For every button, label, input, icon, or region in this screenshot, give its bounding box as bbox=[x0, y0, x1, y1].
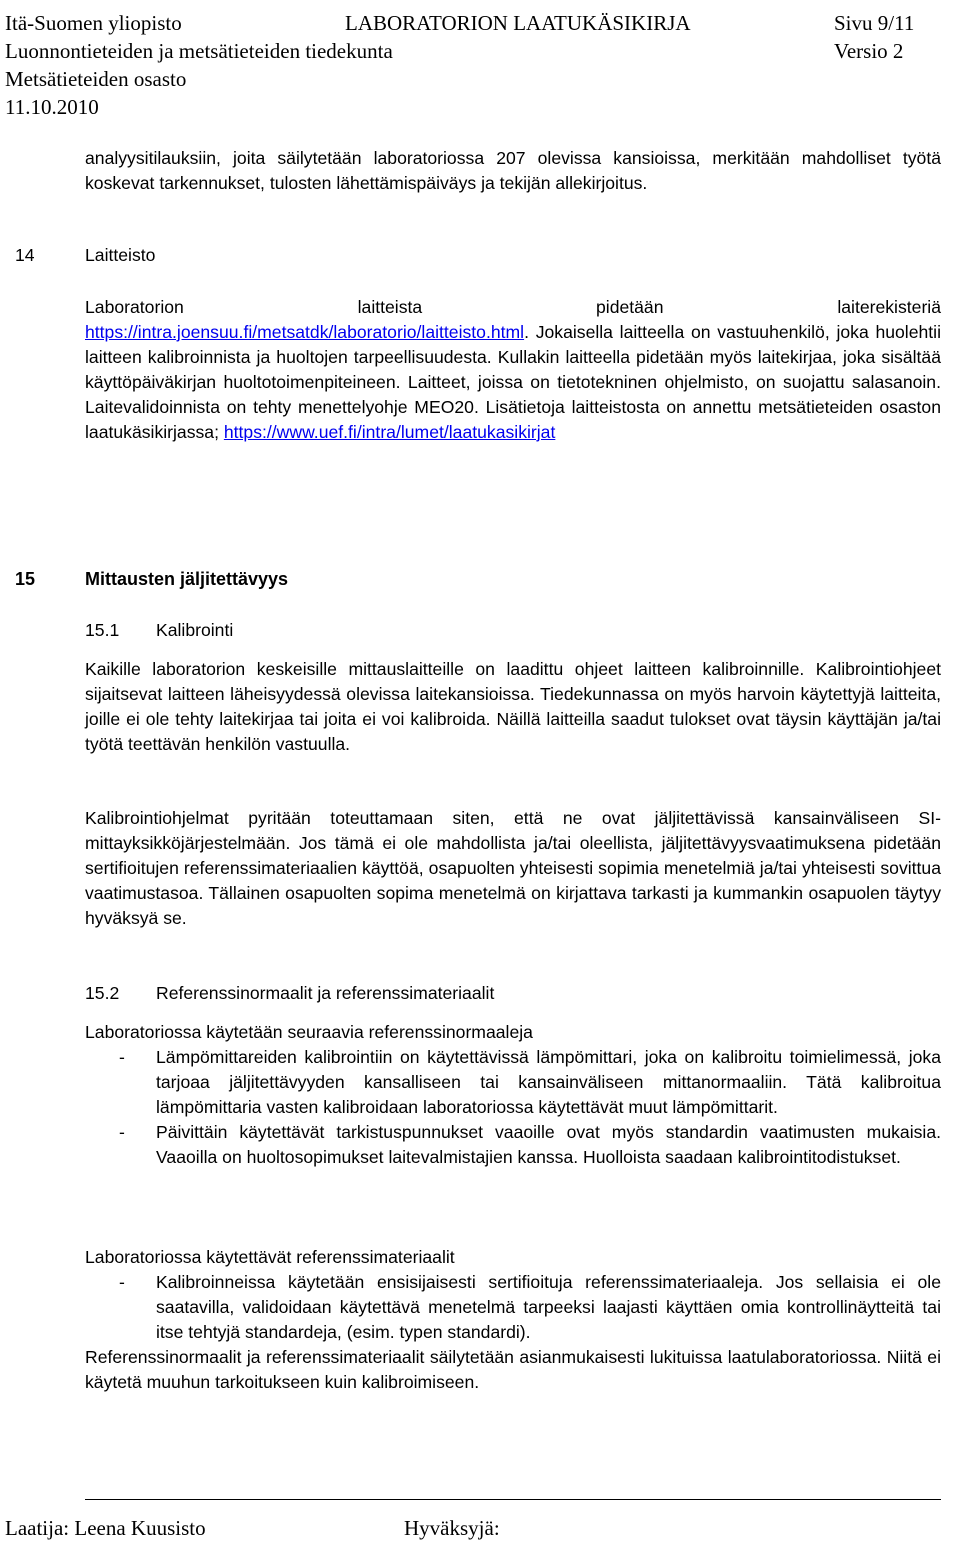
list-item bbox=[85, 1270, 941, 1345]
header-department: Metsätieteiden osasto bbox=[5, 67, 187, 91]
calibration-paragraph-1: Kaikille laboratorion keskeisille mittauslaitteille on laadittu ohjeet laitteen kalibroinnille. Kalibrointiohjeet sijaitsevat laitteen läheisyydessä olevissa laitekansioissa. Tiedekunnassa on myös harvoin käytettyjä laitteita, joille ei ole tehty laitekirjaa tai joita ei voi kalibroida. Näillä laitteilla saadut tulokset ovat täysin käyttäjän ja/tai työtä teettävän henkilön vastuulla. bbox=[85, 659, 941, 754]
section-14-title: Laitteisto bbox=[85, 245, 156, 265]
list-item-text: Päivittäin käytettävät tarkistuspunnukset vaaoille ovat myös standardin vaatimusten mukaisia. Vaaoilla on huoltosopimukset laitevalmistajien kanssa. Huolloista saadaan kalibrointitodistukset. bbox=[156, 1122, 941, 1167]
document-title: LABORATORION LAATUKÄSIKIRJA bbox=[345, 11, 691, 35]
reference-standards-intro: Laboratoriossa käytetään seuraavia referenssinormaaleja bbox=[85, 1022, 533, 1042]
list-item bbox=[85, 1120, 941, 1170]
word-2: laitteista bbox=[357, 297, 423, 317]
header-date: 11.10.2010 bbox=[5, 95, 99, 119]
list-item bbox=[85, 1045, 941, 1120]
word-3: pidetään bbox=[596, 297, 664, 317]
section-15-2-number: 15.2 bbox=[85, 983, 120, 1003]
list-item-text: Lämpömittareiden kalibrointiin on käytettävissä lämpömittari, joka on kalibroitu toimielimessä, joka tarjoaa jäljitettävyyden kansalliseen tai kansainväliseen mittanormaaliin. Tätä kalibroitua lämpömittaria vasten kalibroidaan laboratoriossa käytettävät muut lämpömittarit. bbox=[156, 1047, 941, 1117]
section-14-first-line bbox=[85, 295, 941, 320]
section-15-1-title: Kalibrointi bbox=[156, 620, 234, 640]
page-number: Sivu 9/11 bbox=[834, 11, 915, 35]
list-item-text: Kalibroinneissa käytetään ensisijaisesti sertifioituja referenssimateriaaleja. Jos sellaisia ei ole saatavilla, validoidaan käytettävä menetelmä tarpeeksi laajasti käyttäen omia kontrollinäytteitä tai itse tehtyjä standardeja, (esim. typen standardi). bbox=[156, 1272, 941, 1342]
footer-author: Laatija: Leena Kuusisto bbox=[5, 1516, 206, 1540]
section-14-text: . Jokaisella laitteella on vastuuhenkilö, joka huolehtii laitteen kalibroinnista ja huoltojen tarpeellisuudesta. Kullakin laitteella pidetään myös laitekirjaa, joka sisältää käyttöpäiväkirjan huoltotoimenpiteineen. Laitteet, joissa on tietotekninen ohjelmisto, on suojattu salasanoin. Laitevalidoinnista on tehty menettelyohje MEO20. Lisätietoja laitteistosta on annettu metsätieteiden osaston laatukäsikirjassa; bbox=[85, 322, 941, 442]
dash-bullet: - bbox=[119, 1272, 125, 1292]
calibration-paragraph-2: Kalibrointiohjelmat pyritään toteuttamaan siten, että ne ovat jäljitettävissä kansainväliseen SI-mittayksikköjärjestelmään. Jos tämä ei ole mahdollista ja/tai oleellista, jäljitettävyysvaatimuksena pidetään sertifioitujen referenssimateriaalien käyttöä, osapuolten yhteisesti sopimia menetelmiä ja/tai yhteisesti sovittua vaatimustasoa. Tällainen osapuolten sopima menetelmä on kirjattava tarkasti ja kummankin osapuolen täytyy hyväksyä se. bbox=[85, 808, 941, 928]
footer-divider bbox=[85, 1499, 941, 1500]
quality-manual-link[interactable]: https://www.uef.fi/intra/lumet/laatukasikirjat bbox=[223, 422, 556, 442]
header-version: Versio 2 bbox=[834, 39, 904, 63]
word-1: Laboratorion bbox=[85, 297, 184, 317]
reference-materials-intro: Laboratoriossa käytettävät referenssimateriaalit bbox=[85, 1247, 455, 1267]
reference-standards-block bbox=[85, 1020, 941, 1170]
header-university: Itä-Suomen yliopisto bbox=[5, 11, 182, 35]
dash-bullet: - bbox=[119, 1047, 125, 1067]
section-14-number: 14 bbox=[15, 245, 35, 265]
footer-approver: Hyväksyjä: bbox=[404, 1516, 500, 1540]
dash-bullet: - bbox=[119, 1122, 125, 1142]
equipment-registry-link[interactable]: https://intra.joensuu.fi/metsatdk/laboratorio/laitteisto.html bbox=[85, 322, 525, 342]
section-15-2-title: Referenssinormaalit ja referenssimateriaalit bbox=[156, 983, 495, 1003]
reference-materials-list bbox=[85, 1270, 941, 1345]
section-15-number: 15 bbox=[15, 569, 36, 589]
reference-standards-list bbox=[85, 1045, 941, 1170]
word-4: laiterekisteriä bbox=[837, 297, 941, 317]
reference-storage-paragraph: Referenssinormaalit ja referenssimateriaalit säilytetään asianmukaisesti lukituissa laatulaboratoriossa. Niitä ei käytetä muuhun tarkoitukseen kuin kalibroimiseen. bbox=[85, 1347, 941, 1392]
section-15-title: Mittausten jäljitettävyys bbox=[85, 569, 289, 589]
intro-paragraph: analyysitilauksiin, joita säilytetään laboratoriossa 207 olevissa kansioissa, merkitään mahdolliset työtä koskevat tarkennukset, tulosten lähettämispäiväys ja tekijän allekirjoitus. bbox=[85, 148, 941, 193]
header-faculty: Luonnontieteiden ja metsätieteiden tiedekunta bbox=[5, 39, 393, 63]
section-14-body bbox=[85, 295, 941, 445]
section-15-1-number: 15.1 bbox=[85, 620, 120, 640]
reference-materials-block bbox=[85, 1245, 941, 1395]
